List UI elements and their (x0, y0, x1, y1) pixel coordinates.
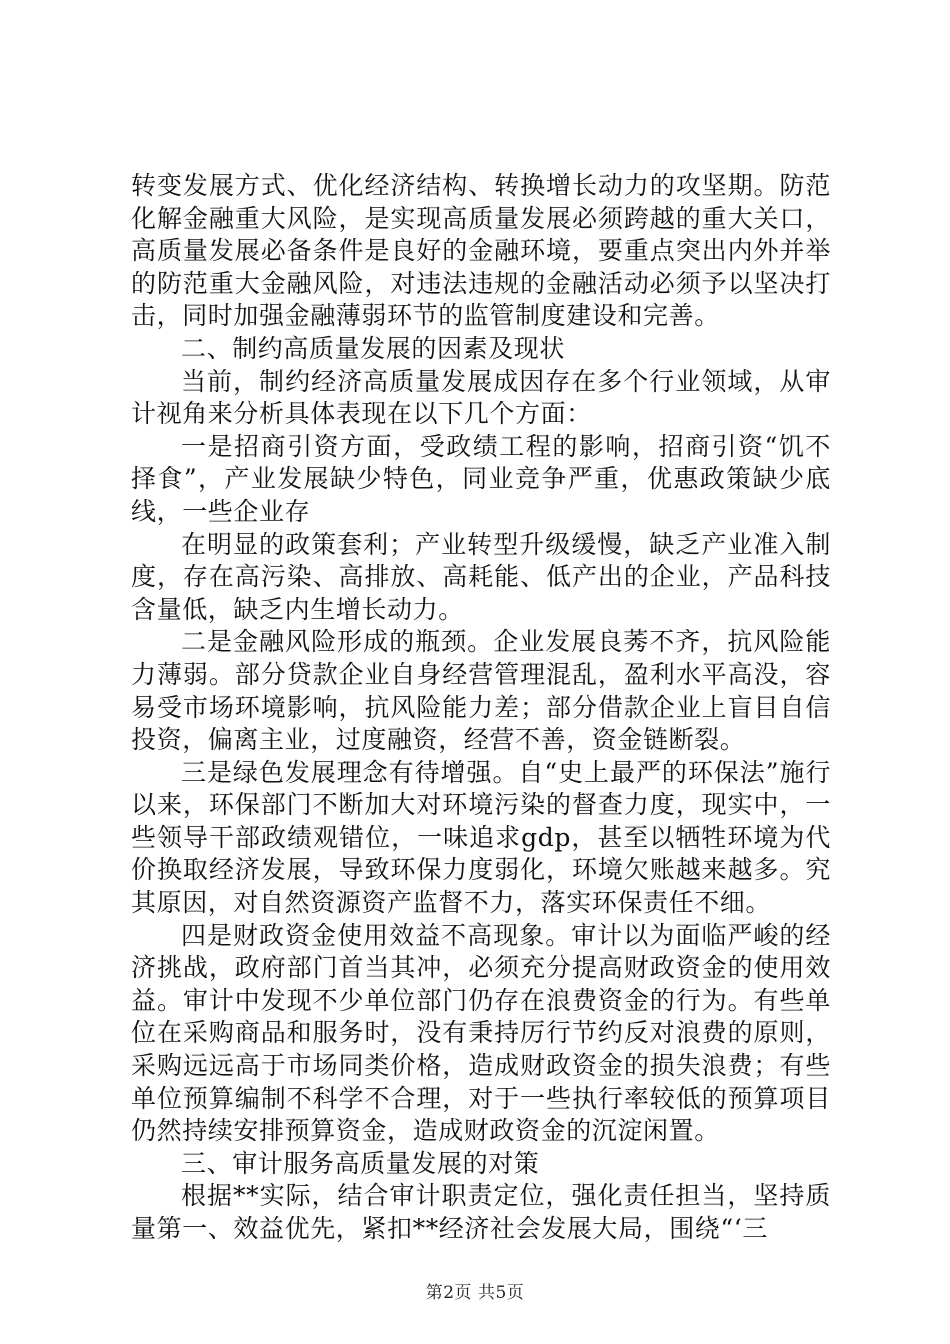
paragraph-intro: 当前，制约经济高质量发展成因存在多个行业领域，从审计视角来分析具体表现在以下几个方面： (131, 366, 831, 429)
section-heading-3: 三、审计服务高质量发展的对策 (181, 1148, 540, 1178)
paragraph-continuation: 转变发展方式、优化经济结构、转换增长动力的攻坚期。防范化解金融重大风险，是实现高质量发展必须跨越的重大关口，高质量发展必备条件是良好的金融环境，要重点突出内外并举的防范重大金融风险，对违法违规的金融活动必须予以坚决打击，同时加强金融薄弱环节的监管制度建设和完善。 (131, 171, 831, 331)
paragraph-point-1: 一是招商引资方面，受政绩工程的影响，招商引资“饥不择食”，产业发展缺少特色，同业竞争严重，优惠政策缺少底线，一些企业存 (131, 431, 831, 526)
paragraph-point-4: 四是财政资金使用效益不高现象。审计以为面临严峻的经济挑战，政府部门首当其冲，必须充分提高财政资金的使用效益。审计中发现不少单位部门仍存在浪费资金的行为。有些单位在采购商品和服务时，没有秉持厉行节约反对浪费的原则，采购远远高于市场同类价格，造成财政资金的损失浪费；有些单位预算编制不科学不合理，对于一些执行率较低的预算项目仍然持续安排预算资金，造成财政资金的沉淀闲置。 (131, 920, 831, 1146)
paragraph-point-2: 二是金融风险形成的瓶颈。企业发展良莠不齐，抗风险能力薄弱。部分贷款企业自身经营管理混乱，盈利水平高没，容易受市场环境影响，抗风险能力差；部分借款企业上盲目自信投资，偏离主业，过度融资，经营不善，资金链断裂。 (131, 627, 831, 755)
paragraph-point-3: 三是绿色发展理念有待增强。自“史上最严的环保法”施行以来，环保部门不断加大对环境污染的督查力度，现实中，一些领导干部政绩观错位，一味追求gdp，甚至以牺牲环境为代价换取经济发展，导致环保力度弱化，环境欠账越来越多。究其原因，对自然资源资产监督不力，落实环保责任不细。 (131, 757, 831, 918)
section-heading-2: 二、制约高质量发展的因素及现状 (181, 333, 566, 363)
page-footer: 第2页 共5页 (425, 1283, 525, 1303)
paragraph-countermeasures: 根据**实际，结合审计职责定位，强化责任担当，坚持质量第一、效益优先，紧扣**经济社会发展大局，围绕“‘三 (131, 1181, 831, 1243)
paragraph-point-1-cont: 在明显的政策套利；产业转型升级缓慢，缺乏产业准入制度，存在高污染、高排放、高耗能、低产出的企业，产品科技含量低，缺乏内生增长动力。 (131, 529, 831, 624)
document-body (131, 170, 831, 1246)
